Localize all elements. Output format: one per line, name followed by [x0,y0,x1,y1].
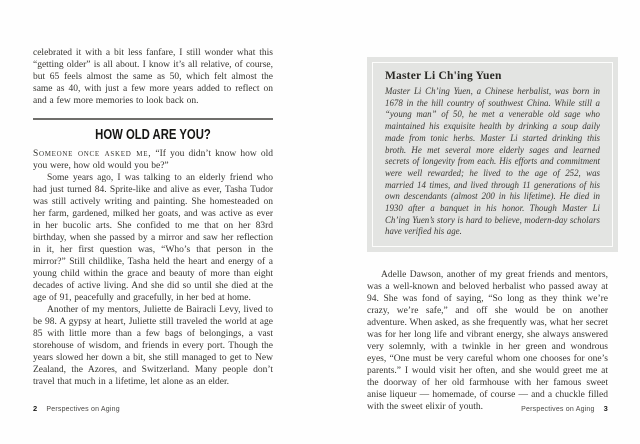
paragraph-juliette-levy: Another of my mentors, Juliette de Bairacli Levy, lived to be 98. A gypsy at heart, Juliette still traveled the world at age 85 with little more than a few bags of belongings, a vast storehouse of wisdom, and friends in every port. Though the years slowed her down a bit, she still managed to get to New Zealand, the Azores, and Switzerland. Many people don’t travel that much in a lifetime, let alone as an elder. [33,304,273,387]
left-page-footer [33,404,120,414]
right-page [367,57,608,413]
right-page-number: 3 [603,404,608,413]
sidebar-title: Master Li Ch'ing Yuen [385,70,502,82]
sidebar-body: Master Li Ch’ing Yuen, a Chinese herbalist, was born in 1678 in the hill country of southwest China. While still a “young man” of 50, he met a venerable old sage who maintained his exquisite health by drinking a soup daily made from tonic herbs. Master Li started drinking this broth. He met several more elderly sages and learned secrets of longevity from each. His efforts and commitment were well rewarded; he lived to the age of 252, was married 14 times, and lived through 11 generations of his own descendants (almost 200 in his lifetime). He died in 1930 after a banquet in his honor. Though Master Li Ch’ing Yuen’s story is hard to believe, modern-day scholars have verified his age. [385,86,600,237]
paragraph-opener [33,148,273,172]
opener-rest: “If you didn’t know how old you were, how old would you be?” [33,148,274,171]
sidebar-inner-frame [372,62,613,247]
section-heading: HOW OLD ARE YOU? [95,126,211,143]
right-running-title: Perspectives on Aging [521,406,595,413]
paragraph-continuation: celebrated it with a bit less fanfare, I still wonder what this “getting older” is all about. I know it’s all relative, of course, but 65 feels almost the same as 50, which felt almost the same as 40, with just a few more years added to reflect on and a few more memories to look back on. [33,48,273,106]
left-running-title: Perspectives on Aging [46,406,120,413]
left-page-number: 2 [33,404,38,413]
right-page-footer [367,404,608,414]
paragraph-adelle-dawson: Adelle Dawson, another of my great friends and mentors, was a well-known and beloved herbalist who passed away at 94. She was fond of saying, “So long as they think we’re crazy, we’re safe,” and off she would be on another adventure. When asked, as she frequently was, what her secret was for her long life and vibrant energy, she always answered very solemnly, with a twinkle in her green and wondrous eyes, “One must be very careful whom one chooses for one’s parents.” I would visit her often, and she would greet me at the doorway of her old farmhouse with her famous sweet anise liqueur — homemade, of course — and a chuckle filled with the sweet elixir of youth. [367,270,608,413]
section-divider-rule [33,118,273,120]
left-page [33,47,273,388]
paragraph-tasha-tudor: Some years ago, I was talking to an elderly friend who had just turned 84. Sprite-like and alive as ever, Tasha Tudor was still actively writing and painting. She homesteaded on her farm, gardened, milked her goats, and was active as ever in her bucolic arts. She confided to me that on her 83rd birthday, when she passed by a mirror and saw her reflection in it, her first question was, “Who’s that person in the mirror?” Still childlike, Tasha held the heart and energy of a young child within the grace and beauty of more than eight decades of active living. And she did so until she died at the age of 91, peacefully and gracefully, in her bed at home. [33,172,273,303]
opener-small-caps: Someone once asked me, [33,148,152,159]
sidebar-box [367,57,618,252]
